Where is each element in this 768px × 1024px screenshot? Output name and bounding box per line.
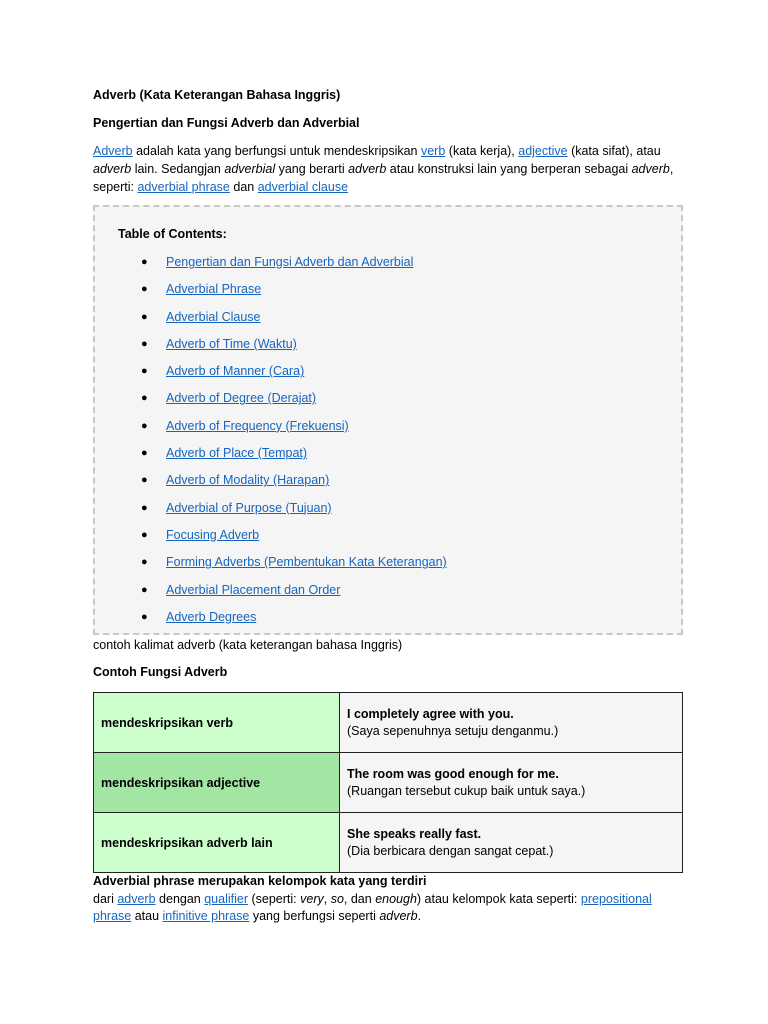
phrase-italic: very bbox=[300, 891, 324, 906]
toc-item bbox=[141, 604, 447, 631]
toc-link[interactable]: Adverbial of Purpose (Tujuan) bbox=[166, 500, 332, 515]
phrase-text: atau bbox=[131, 909, 163, 923]
table-of-contents bbox=[93, 205, 683, 635]
page-title: Adverb (Kata Keterangan Bahasa Inggris) bbox=[93, 88, 341, 102]
link-qualifier[interactable]: qualifier bbox=[204, 891, 249, 906]
intro-text: , seperti: bbox=[93, 162, 674, 194]
toc-item bbox=[141, 440, 447, 467]
bullet-icon: ● bbox=[141, 501, 148, 514]
toc-list bbox=[141, 249, 447, 631]
toc-link[interactable]: Pengertian dan Fungsi Adverb dan Adverbial bbox=[166, 255, 414, 269]
function-table bbox=[93, 692, 683, 873]
toc-link[interactable]: Adverbial Clause bbox=[166, 309, 261, 324]
example-english: The room was good enough for me. bbox=[347, 766, 559, 781]
intro-text: yang berarti bbox=[275, 162, 349, 176]
toc-link[interactable]: Focusing Adverb bbox=[166, 527, 260, 542]
bullet-icon: ● bbox=[141, 528, 148, 541]
bullet-icon: ● bbox=[141, 337, 148, 350]
intro-italic: adverb bbox=[631, 162, 670, 176]
section-heading: Pengertian dan Fungsi Adverb dan Adverbial bbox=[93, 116, 360, 130]
bullet-icon: ● bbox=[141, 556, 148, 569]
phrase-bold-line: Adverbial phrase merupakan kelompok kata yang terdiri bbox=[93, 874, 427, 888]
table-row bbox=[94, 753, 683, 813]
toc-item bbox=[141, 331, 447, 358]
example-cell bbox=[340, 813, 683, 873]
link-adverb[interactable]: Adverb bbox=[93, 144, 133, 158]
bullet-icon: ● bbox=[141, 283, 148, 296]
toc-item bbox=[141, 549, 447, 576]
phrase-text: dengan bbox=[155, 891, 205, 906]
bullet-icon: ● bbox=[141, 365, 148, 378]
toc-item bbox=[141, 385, 447, 412]
link-adverbial-phrase[interactable]: adverbial phrase bbox=[137, 180, 230, 194]
toc-link[interactable]: Adverbial Placement dan Order bbox=[166, 582, 341, 597]
toc-item bbox=[141, 495, 447, 522]
bullet-icon: ● bbox=[141, 256, 148, 268]
intro-text: (kata sifat), atau bbox=[567, 144, 661, 158]
bullet-icon: ● bbox=[141, 392, 148, 405]
phrase-italic: so bbox=[330, 891, 344, 906]
intro-text: (kata kerja), bbox=[445, 144, 519, 158]
table-row bbox=[94, 813, 683, 873]
example-translation: (Saya sepenuhnya setuju denganmu.) bbox=[347, 723, 559, 738]
toc-item bbox=[141, 413, 447, 440]
intro-text: adalah kata yang berfungsi untuk mendeskripsikan bbox=[132, 144, 421, 158]
toc-link[interactable]: Adverb of Modality (Harapan) bbox=[166, 473, 330, 488]
section-heading-contoh: Contoh Fungsi Adverb bbox=[93, 665, 228, 679]
toc-item bbox=[141, 358, 447, 385]
intro-text: lain. Sedangjan bbox=[131, 162, 225, 176]
link-adverb-2[interactable]: adverb bbox=[117, 891, 156, 906]
intro-italic: adverb bbox=[348, 162, 387, 176]
phrase-text: yang berfungsi seperti bbox=[249, 909, 380, 923]
example-english: She speaks really fast. bbox=[347, 826, 482, 841]
phrase-italic: enough bbox=[375, 891, 417, 906]
phrase-text: dari bbox=[93, 891, 118, 906]
example-translation: (Dia berbicara dengan sangat cepat.) bbox=[347, 843, 554, 858]
bullet-icon: ● bbox=[141, 583, 148, 596]
intro-text: dan bbox=[229, 180, 258, 194]
toc-link[interactable]: Adverb of Degree (Derajat) bbox=[166, 391, 317, 406]
function-label-cell: mendeskripsikan adverb lain bbox=[94, 813, 340, 873]
toc-link[interactable]: Forming Adverbs (Pembentukan Kata Keterangan) bbox=[166, 555, 447, 570]
toc-link[interactable]: Adverb Degrees bbox=[166, 609, 257, 624]
example-cell bbox=[340, 753, 683, 813]
toc-item bbox=[141, 522, 447, 549]
example-cell bbox=[340, 693, 683, 753]
image-caption: contoh kalimat adverb (kata keterangan bahasa Inggris) bbox=[93, 638, 403, 652]
toc-link[interactable]: Adverb of Place (Tempat) bbox=[166, 446, 308, 461]
toc-link[interactable]: Adverb of Frequency (Frekuensi) bbox=[166, 418, 349, 433]
phrase-text: ) atau kelompok kata seperti: bbox=[416, 891, 581, 906]
bullet-icon: ● bbox=[141, 419, 148, 432]
bullet-icon: ● bbox=[141, 474, 148, 487]
phrase-text: (seperti: bbox=[248, 891, 301, 906]
example-english: I completely agree with you. bbox=[347, 706, 514, 721]
toc-link[interactable]: Adverb of Manner (Cara) bbox=[166, 364, 305, 379]
link-verb[interactable]: verb bbox=[420, 144, 446, 158]
link-adjective[interactable]: adjective bbox=[518, 144, 568, 158]
adverbial-phrase-paragraph bbox=[93, 873, 693, 926]
intro-italic: adverb bbox=[93, 162, 132, 176]
toc-item bbox=[141, 249, 447, 276]
toc-item bbox=[141, 577, 447, 604]
toc-link[interactable]: Adverb of Time (Waktu) bbox=[166, 336, 297, 351]
toc-item bbox=[141, 276, 447, 303]
toc-link[interactable]: Adverbial Phrase bbox=[166, 282, 262, 297]
phrase-text: , bbox=[323, 891, 331, 906]
intro-text: atau konstruksi lain yang berperan sebagai bbox=[386, 162, 632, 176]
phrase-text: , dan bbox=[343, 891, 376, 906]
link-adverbial-clause[interactable]: adverbial clause bbox=[257, 180, 349, 194]
function-label-cell: mendeskripsikan verb bbox=[94, 693, 340, 753]
phrase-italic: adverb bbox=[379, 909, 418, 923]
example-translation: (Ruangan tersebut cukup baik untuk saya.) bbox=[347, 783, 586, 798]
toc-item bbox=[141, 467, 447, 494]
bullet-icon: ● bbox=[141, 610, 148, 623]
intro-italic: adverbial bbox=[224, 162, 276, 176]
link-prepositional-phrase[interactable]: prepositional phrase bbox=[93, 891, 652, 923]
bullet-icon: ● bbox=[141, 310, 148, 323]
phrase-text: . bbox=[417, 909, 422, 923]
function-label-cell: mendeskripsikan adjective bbox=[94, 753, 340, 813]
link-infinitive-phrase[interactable]: infinitive phrase bbox=[162, 909, 250, 923]
intro-paragraph bbox=[93, 142, 683, 196]
bullet-icon: ● bbox=[141, 447, 148, 460]
toc-title: Table of Contents: bbox=[118, 227, 227, 241]
table-row bbox=[94, 693, 683, 753]
toc-item bbox=[141, 304, 447, 331]
